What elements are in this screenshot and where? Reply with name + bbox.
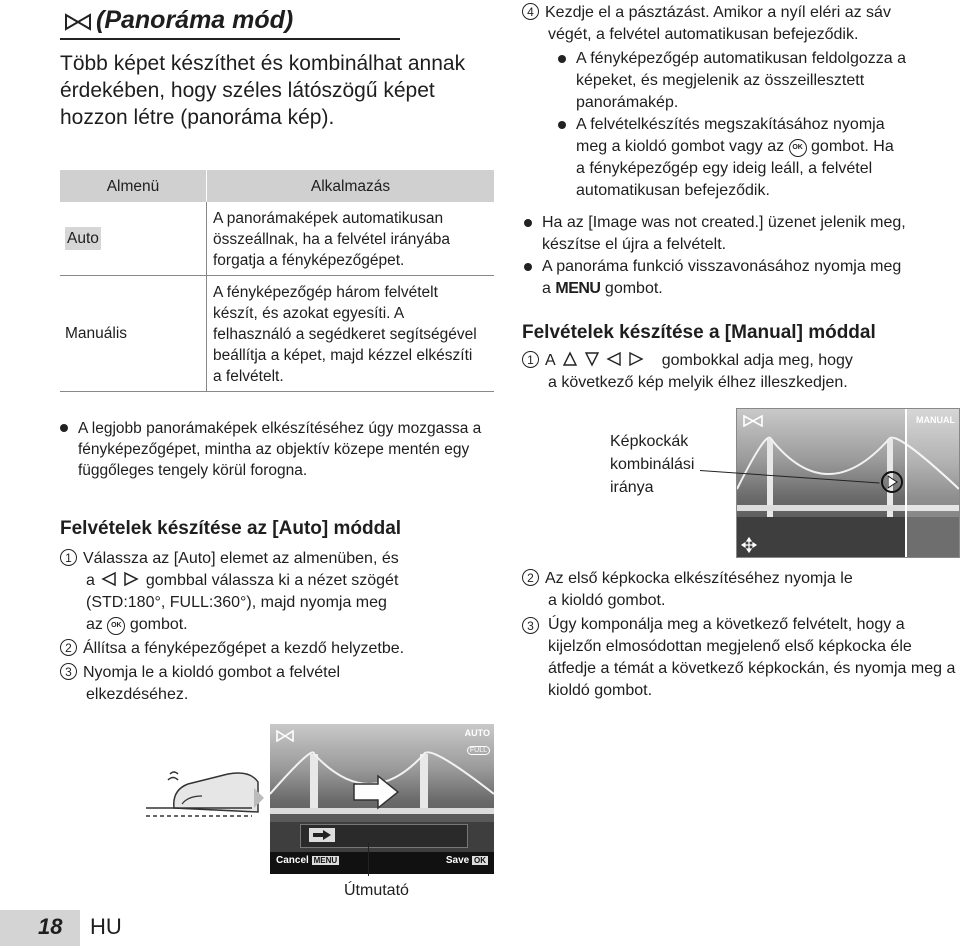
manual-step1-line1: gombokkal adja meg, hogy: [661, 352, 853, 369]
manual-indicator: MANUAL: [916, 415, 955, 425]
small-arrow-icon: [309, 828, 335, 842]
title-text: (Panoráma mód): [96, 6, 294, 34]
ok-key-label: OK: [474, 856, 486, 865]
direction-arrows-icon: [562, 351, 654, 367]
ok-button-icon: OK: [789, 139, 807, 157]
bullet: [558, 55, 566, 63]
auto-step1-az: az: [86, 616, 103, 633]
bullet2-line1: A felvételkészítés megszakításához nyomja: [576, 116, 885, 133]
table-row-auto: [60, 202, 207, 276]
manual-step1: [522, 350, 956, 394]
bullet: [524, 219, 532, 227]
manual-step1-line2: a következő kép melyik élhez illeszkedjen.: [548, 374, 848, 391]
auto-step1-line2: gombbal válassza ki a nézet szögét: [145, 572, 399, 589]
step-number: 1: [522, 351, 539, 368]
manual-step2-line2: a kioldó gombot.: [548, 592, 666, 609]
intro-text: Több képet készíthet és kombinálhat annak érdekében, hogy széles látószögű képet hozzon létre (panoráma kép).: [60, 52, 466, 129]
auto-step1-line1: Válassza az [Auto] elemet az almenüben, és: [83, 550, 399, 567]
bullet: [558, 121, 566, 129]
hand-press-shutter-illustration: [140, 764, 270, 828]
step-number: 3: [60, 663, 77, 680]
page-title: [60, 6, 400, 40]
manual-step3-text: Úgy komponálja meg a következő felvételt, hogy a kijelzőn elmosódottan megjelenő első képkocka éle átfedje a témát a következő képkockán, és nyomja meg a kioldó gombot.: [548, 616, 956, 699]
save-label: Save: [445, 855, 470, 866]
tip-text: A legjobb panorámaképek elkészítéséhez úgy mozgassa a fényképezőgépet, mintha az objektív közepe mentén egy függőleges tengely körül forogna.: [78, 420, 482, 479]
step-number: 1: [60, 549, 77, 566]
tip-list-item: [60, 418, 490, 481]
submenu-table: [60, 170, 494, 392]
bullet2-line2b: gombot. Ha: [811, 138, 894, 155]
step-number: 3: [522, 617, 539, 634]
lcd-screen-manual: [736, 408, 960, 558]
row-name-auto: Auto: [65, 227, 101, 250]
menu-button-label: MENU: [555, 280, 601, 297]
manual-step2-line1: Az első képkocka elkészítéséhez nyomja le: [545, 570, 853, 587]
save-button[interactable]: [446, 855, 488, 866]
bridge-photo: [737, 409, 959, 557]
left-right-arrows-icon: [101, 571, 139, 587]
auto-steps: [60, 548, 500, 706]
manual-steps-2-3: [522, 568, 956, 702]
auto-step4: [522, 2, 954, 46]
auto-step1-line4: gombot.: [129, 616, 188, 633]
auto-step1-a: a: [86, 572, 95, 589]
step4-line2: végét, a felvétel automatikusan befejeződik.: [548, 26, 859, 43]
bullet3-text: Ha az [Image was not created.] üzenet jelenik meg, készítse el újra a felvételt.: [542, 214, 906, 253]
auto-step3-line1: Nyomja le a kioldó gombot a felvétel: [83, 664, 341, 681]
bullet4-line2: gombot.: [604, 280, 663, 297]
manual-section-heading: Felvételek készítése a [Manual] móddal: [522, 322, 876, 343]
bullet: [524, 263, 532, 271]
direction-arrow-circle-icon: [881, 471, 903, 493]
panorama-mode-icon: [743, 415, 763, 427]
auto-step3-line2: elkezdéséhez.: [86, 686, 189, 703]
step4-bullets: [556, 48, 956, 202]
cancel-label: Cancel: [276, 855, 309, 866]
guide-bar: [300, 824, 468, 848]
guide-pointer-line: [368, 842, 369, 876]
panorama-icon: [64, 13, 92, 31]
manual-step1-a: A: [545, 352, 555, 369]
bridge-silhouette: [737, 409, 959, 557]
lcd-screen-auto: [270, 724, 494, 874]
panorama-mode-icon: [276, 730, 294, 742]
language-code: HU: [90, 914, 122, 939]
ok-button-icon: OK: [107, 617, 125, 635]
auto-step2: Állítsa a fényképezőgépet a kezdő helyzetbe.: [83, 640, 405, 657]
overlap-guide-line: [905, 409, 907, 557]
row-desc-manual: A fényképezőgép három felvételt készít, és azokat egyesíti. A felhasználó a segédkeret segítségével beállítja a képet, majd kézzel elkészíti a felvételt.: [207, 276, 495, 392]
move-cross-icon: [741, 537, 757, 553]
general-bullets: [522, 212, 956, 300]
cancel-button[interactable]: [276, 855, 339, 866]
bullet4-line1: A panoráma funkció visszavonásához nyomja meg: [542, 258, 902, 275]
bullet4-a: a: [542, 280, 551, 297]
auto-step1-line3: (STD:180°, FULL:360°), majd nyomja meg: [86, 594, 387, 611]
step-number: 2: [60, 639, 77, 656]
page-number-box: [0, 910, 80, 946]
auto-indicator: AUTO: [464, 728, 490, 738]
menu-key-label: MENU: [313, 856, 338, 865]
direction-arrow-icon: [352, 774, 400, 810]
row-name-manual: Manuális: [65, 325, 128, 342]
guide-caption: Útmutató: [344, 882, 409, 899]
bullet: [60, 424, 68, 432]
direction-caption: Képkockák kombinálási iránya: [610, 433, 695, 496]
bullet1-text: A fényképezőgép automatikusan feldolgozza a képeket, és megjelenik az összeillesztett panorámakép.: [576, 50, 907, 111]
step-number: 2: [522, 569, 539, 586]
page-number: 18: [38, 914, 63, 939]
auto-section-heading: Felvételek készítése az [Auto] móddal: [60, 518, 402, 539]
bullet2-line2a: meg a kioldó gombot vagy az: [576, 138, 785, 155]
full-indicator: FULL: [467, 746, 490, 755]
bullet2-line3: a fényképezőgép egy ideig leáll, a felvétel automatikusan befejeződik.: [576, 160, 873, 199]
table-header-application: Alkalmazás: [207, 170, 495, 202]
guide-bar-marker: [309, 828, 335, 842]
row-desc-auto: A panorámaképek automatikusan összeállnak, ha a felvétel irányába forgatja a fényképezőgépet.: [207, 202, 495, 276]
step-number: 4: [522, 3, 539, 20]
table-header-submenu: Almenü: [60, 170, 207, 202]
step4-line1: Kezdje el a pásztázást. Amikor a nyíl eléri az sáv: [545, 4, 891, 21]
